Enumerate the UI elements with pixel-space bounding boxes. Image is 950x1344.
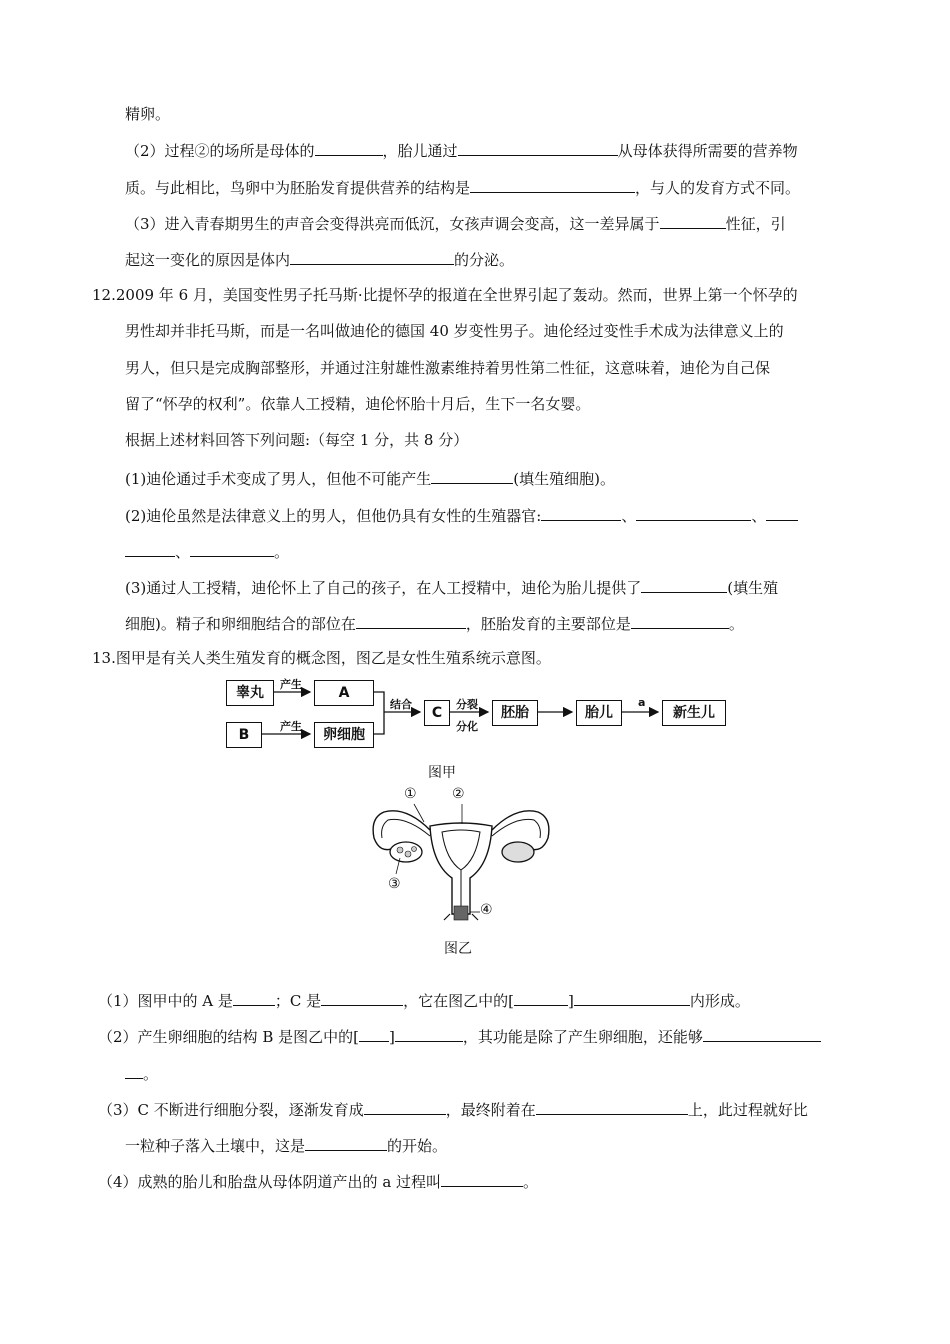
blank[interactable] <box>356 612 466 629</box>
caption-figure-a: 图甲 <box>428 765 456 781</box>
q12-line-5: 根据上述材料回答下列问题:（每空 1 分，共 8 分） <box>125 431 469 449</box>
q13-part-2-cont: 。 <box>125 1062 158 1084</box>
q11-line-1: （2）过程②的场所是母体的 ，胎儿通过 从母体获得所需要的营养物 <box>125 139 798 161</box>
blank[interactable] <box>315 139 383 156</box>
blank[interactable] <box>395 1025 463 1042</box>
blank[interactable] <box>766 504 798 521</box>
box-egg: 卵细胞 <box>314 722 374 748</box>
blank[interactable] <box>305 1134 387 1151</box>
blank[interactable] <box>359 1025 389 1042</box>
blank[interactable] <box>631 612 729 629</box>
box-a: A <box>314 680 374 706</box>
q12-line-3: 男人，但只是完成胸部整形，并通过注射雄性激素维持着男性第二性征，这意味着，迪伦为自己保 <box>125 359 771 377</box>
marker-4: ④ <box>480 902 493 918</box>
blank[interactable] <box>233 989 275 1006</box>
blank[interactable] <box>441 1170 523 1187</box>
label-produce-1: 产生 <box>280 678 302 691</box>
marker-2: ② <box>452 786 465 802</box>
blank[interactable] <box>636 504 751 521</box>
blank[interactable] <box>536 1098 688 1115</box>
blank[interactable] <box>458 139 618 156</box>
q13-intro: 13.图甲是有关人类生殖发育的概念图，图乙是女性生殖系统示意图。 <box>92 649 551 667</box>
caption-figure-b: 图乙 <box>444 941 472 957</box>
q12-line-6: (1)迪伦通过手术变成了男人，但他不可能产生 (填生殖细胞)。 <box>125 467 615 489</box>
blank[interactable] <box>574 989 690 1006</box>
blank[interactable] <box>660 212 726 229</box>
blank[interactable] <box>190 540 274 557</box>
label-combine: 结合 <box>390 698 412 711</box>
q11-line-3: （3）进入青春期男生的声音会变得洪亮而低沉，女孩声调会变高，这一差异属于 性征，引 <box>125 212 786 234</box>
box-newborn: 新生儿 <box>662 700 726 726</box>
female-system-drawing <box>366 786 556 926</box>
box-c: C <box>424 700 450 726</box>
q11-line-4: 起这一变化的原因是体内 的分泌。 <box>125 248 514 270</box>
blank[interactable] <box>321 989 403 1006</box>
label-divide: 分裂 <box>456 698 478 711</box>
blank[interactable] <box>514 989 568 1006</box>
q13-part-3: （3）C 不断进行细胞分裂，逐渐发育成 ，最终附着在 上，此过程就好比 <box>98 1098 808 1120</box>
blank[interactable] <box>703 1025 821 1042</box>
q12-line-1: 12.2009 年 6 月，美国变性男子托马斯·比提怀孕的报道在全世界引起了轰动。然而，世界上第一个怀孕的 <box>92 286 798 304</box>
box-testis: 睾丸 <box>226 680 274 706</box>
q13-part-3-cont: 一粒种子落入土壤中，这是 的开始。 <box>125 1134 447 1156</box>
blank[interactable] <box>364 1098 446 1115</box>
q12-line-9: (3)通过人工授精，迪伦怀上了自己的孩子，在人工授精中，迪伦为胎儿提供了 (填生殖 <box>125 576 778 598</box>
blank[interactable] <box>125 1062 143 1079</box>
q13-part-2: （2）产生卵细胞的结构 B 是图乙中的[ ] ，其功能是除了产生卵细胞，还能够 <box>98 1025 821 1047</box>
marker-1: ① <box>404 786 417 802</box>
blank[interactable] <box>125 540 175 557</box>
q12-line-7: (2)迪伦虽然是法律意义上的男人，但他仍具有女性的生殖器官: 、 、 <box>125 504 798 526</box>
q13-part-4: （4）成熟的胎儿和胎盘从母体阴道产出的 a 过程叫 。 <box>98 1170 538 1192</box>
marker-3: ③ <box>388 876 401 892</box>
q12-line-8: 、 。 <box>125 540 289 562</box>
q12-line-2: 男性却并非托马斯，而是一名叫做迪伦的德国 40 岁变性男子。迪伦经过变性手术成为法律意义上的 <box>125 322 784 340</box>
q12-line-10: 细胞)。精子和卵细胞结合的部位在 ，胚胎发育的主要部位是 。 <box>125 612 744 634</box>
q12-line-4: 留了“怀孕的权利”。依靠人工授精，迪伦怀胎十月后，生下一名女婴。 <box>125 395 591 413</box>
box-fetus: 胎儿 <box>576 700 622 726</box>
blank[interactable] <box>431 467 513 484</box>
label-differentiate: 分化 <box>456 720 478 733</box>
q13-part-1: （1）图甲中的 A 是 ；C 是 ，它在图乙中的[ ] 内形成。 <box>98 989 750 1011</box>
concept-diagram <box>224 676 734 756</box>
female-system-figure <box>366 786 556 926</box>
label-a: a <box>638 696 646 709</box>
box-b: B <box>226 722 262 748</box>
blank[interactable] <box>290 248 454 265</box>
blank[interactable] <box>541 504 621 521</box>
q11-line-2: 质。与此相比，鸟卵中为胚胎发育提供营养的结构是 ，与人的发育方式不同。 <box>125 176 800 198</box>
blank[interactable] <box>641 576 727 593</box>
label-produce-2: 产生 <box>280 720 302 733</box>
blank[interactable] <box>470 176 635 193</box>
box-embryo: 胚胎 <box>492 700 538 726</box>
q11-line-0: 精卵。 <box>125 105 171 123</box>
